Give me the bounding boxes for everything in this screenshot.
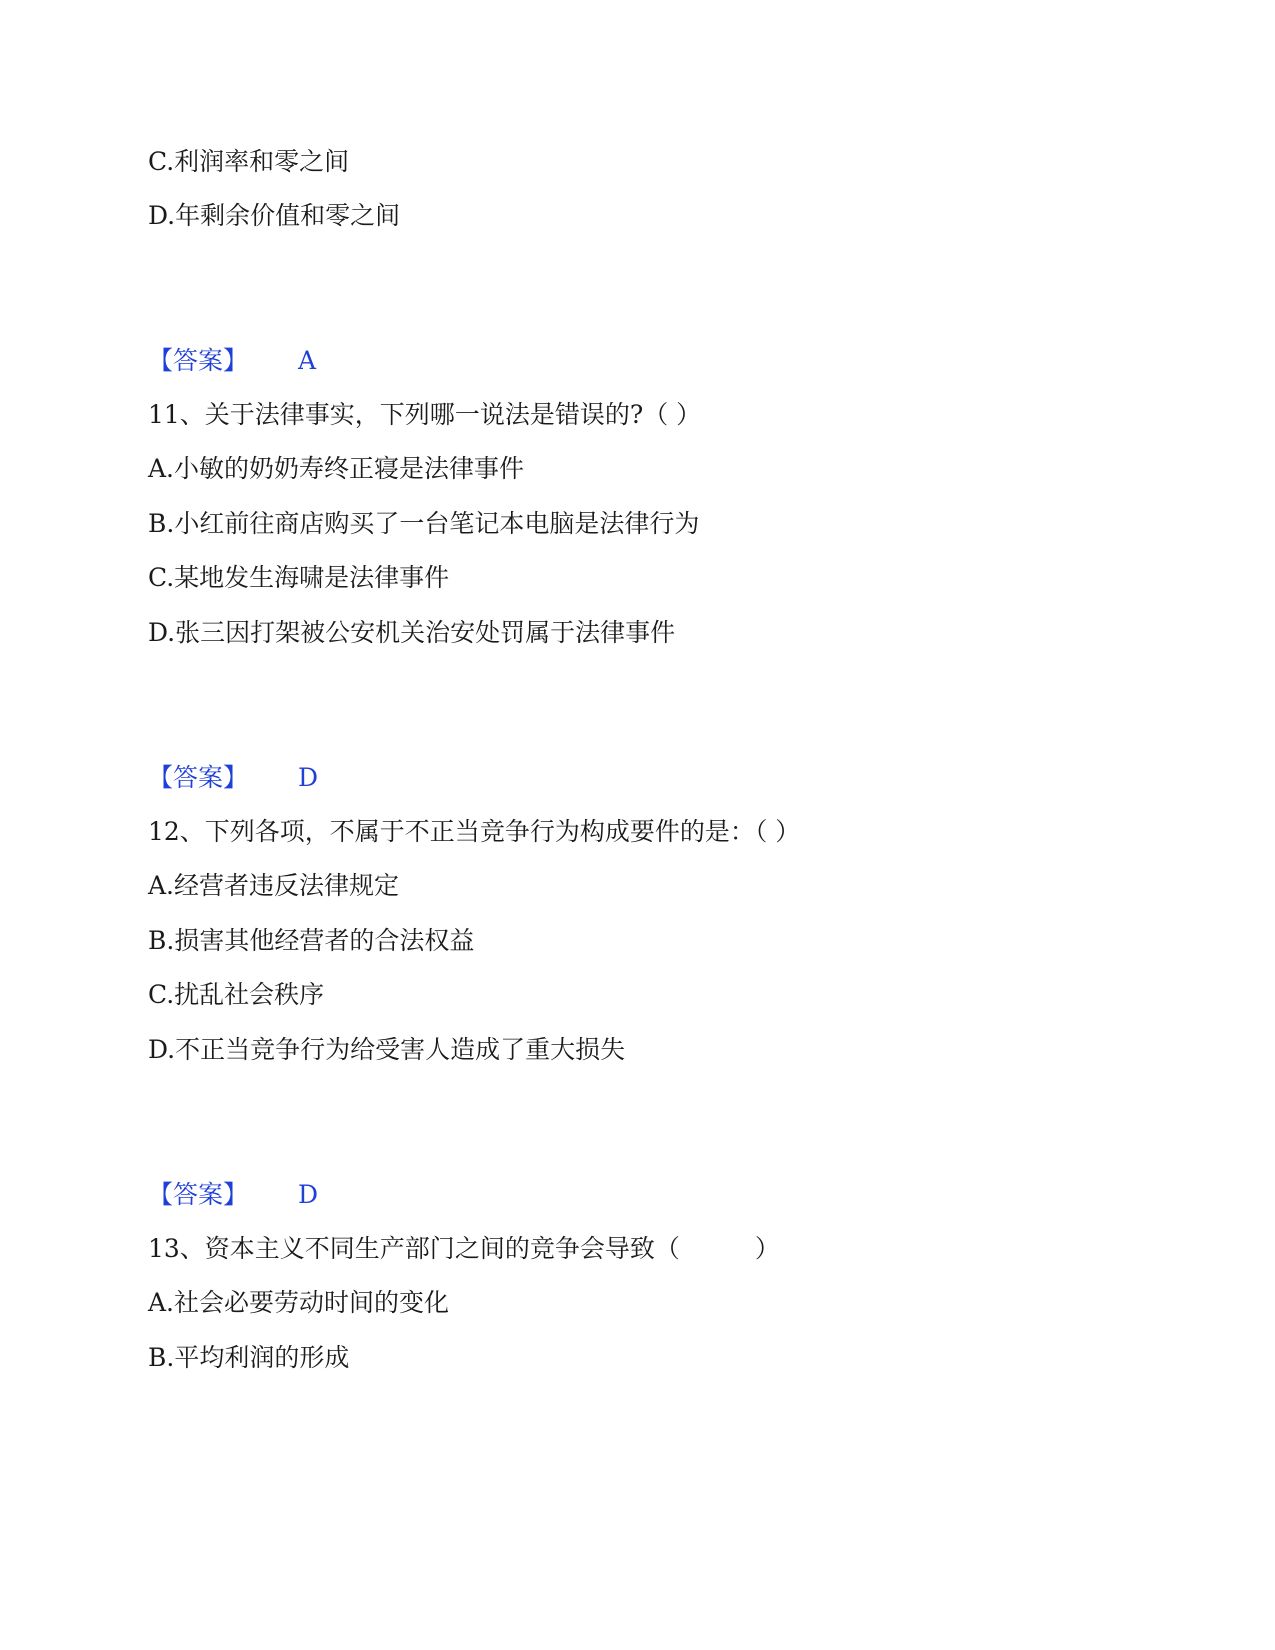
q13-question: 13、资本主义不同生产部门之间的竞争会导致（ ） (148, 1234, 780, 1263)
q12-option-b: B.损害其他经营者的合法权益 (148, 926, 475, 955)
q11-option-a: A.小敏的奶奶寿终正寝是法律事件 (148, 454, 525, 483)
answer-label: 【答案】 (148, 1180, 249, 1209)
q11-option-b: B.小红前往商店购买了一台笔记本电脑是法律行为 (148, 509, 700, 538)
q13-option-a: A.社会必要劳动时间的变化 (148, 1288, 450, 1317)
q11-answer (148, 762, 318, 794)
q11-question: 11、关于法律事实，下列哪一说法是错误的?（ ） (148, 400, 702, 429)
prev-option-c: C.利润率和零之间 (148, 147, 350, 176)
answer-value: D (298, 1180, 319, 1209)
q12-option-d: D.不正当竞争行为给受害人造成了重大损失 (148, 1035, 626, 1064)
q12-question: 12、下列各项，不属于不正当竞争行为构成要件的是：（ ） (148, 817, 801, 846)
answer-label: 【答案】 (148, 763, 249, 792)
q12-option-c: C.扰乱社会秩序 (148, 980, 325, 1009)
q11-option-c: C.某地发生海啸是法律事件 (148, 563, 450, 592)
prev-answer (148, 345, 316, 377)
answer-label: 【答案】 (148, 346, 249, 375)
q11-option-d: D.张三因打架被公安机关治安处罚属于法律事件 (148, 618, 676, 647)
prev-option-d: D.年剩余价值和零之间 (148, 201, 401, 230)
answer-value: A (298, 346, 317, 375)
q12-answer (148, 1179, 318, 1211)
answer-value: D (298, 763, 319, 792)
q13-option-b: B.平均利润的形成 (148, 1343, 350, 1372)
q12-option-a: A.经营者违反法律规定 (148, 871, 400, 900)
